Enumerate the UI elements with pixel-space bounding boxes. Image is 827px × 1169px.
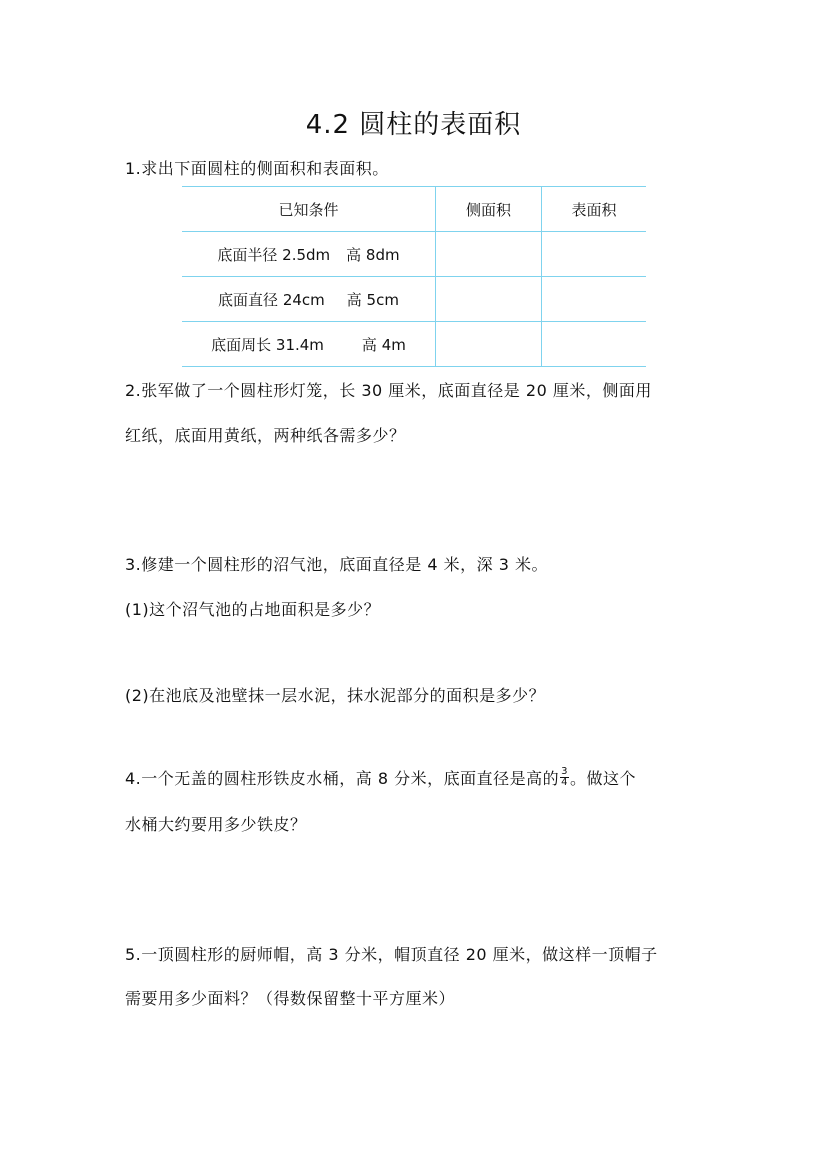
fraction-numerator: 3 [561,766,568,777]
question-4-text-after: 。做这个 [570,769,637,788]
condition-base: 底面周长 31.4m [211,335,324,354]
condition-cell [182,277,436,322]
table-header-row [182,187,646,232]
question-4-text-before: 4.一个无盖的圆柱形铁皮水桶，高 8 分米，底面直径是高的 [125,769,560,788]
fraction-denominator: 4 [561,777,568,788]
lateral-area-answer-cell[interactable] [436,322,542,367]
condition-cell [182,232,436,277]
condition-base: 底面直径 24cm [218,290,325,309]
lateral-area-answer-cell[interactable] [436,277,542,322]
header-conditions: 已知条件 [182,187,436,232]
page-title: 4.2 圆柱的表面积 [305,110,522,140]
condition-cell [182,322,436,367]
fraction-three-quarters [560,767,569,788]
question-3-line-1: 3.修建一个圆柱形的沼气池，底面直径是 4 米，深 3 米。 [125,555,548,574]
question-5-line-1: 5.一顶圆柱形的厨师帽，高 3 分米，帽顶直径 20 厘米，做这样一顶帽子 [125,945,658,964]
condition-height: 高 4m [361,335,406,354]
question-2-line-2: 红纸，底面用黄纸，两种纸各需多少？ [125,426,406,445]
question-4-line-1 [125,766,636,790]
surface-area-answer-cell[interactable] [542,232,647,277]
table-row [182,232,646,277]
condition-height: 高 5cm [346,290,399,309]
header-lateral-area: 侧面积 [436,187,542,232]
surface-area-answer-cell[interactable] [542,277,647,322]
table-row [182,277,646,322]
question-5-line-2: 需要用多少面料？（得数保留整十平方厘米） [125,989,456,1008]
condition-height: 高 8dm [346,245,400,264]
header-surface-area: 表面积 [542,187,647,232]
table-row [182,322,646,367]
question-2-line-1: 2.张军做了一个圆柱形灯笼，长 30 厘米，底面直径是 20 厘米，侧面用 [125,381,652,400]
lateral-area-answer-cell[interactable] [436,232,542,277]
question-3-sub-2: (2)在池底及池壁抹一层水泥，抹水泥部分的面积是多少？ [125,686,546,705]
question-4-line-2: 水桶大约要用多少铁皮？ [125,815,307,834]
surface-area-answer-cell[interactable] [542,322,647,367]
question-3-sub-1: (1)这个沼气池的占地面积是多少？ [125,600,381,619]
conditions-table [182,186,646,367]
condition-base: 底面半径 2.5dm [217,245,331,264]
question-1: 1.求出下面圆柱的侧面积和表面积。 [125,159,389,178]
